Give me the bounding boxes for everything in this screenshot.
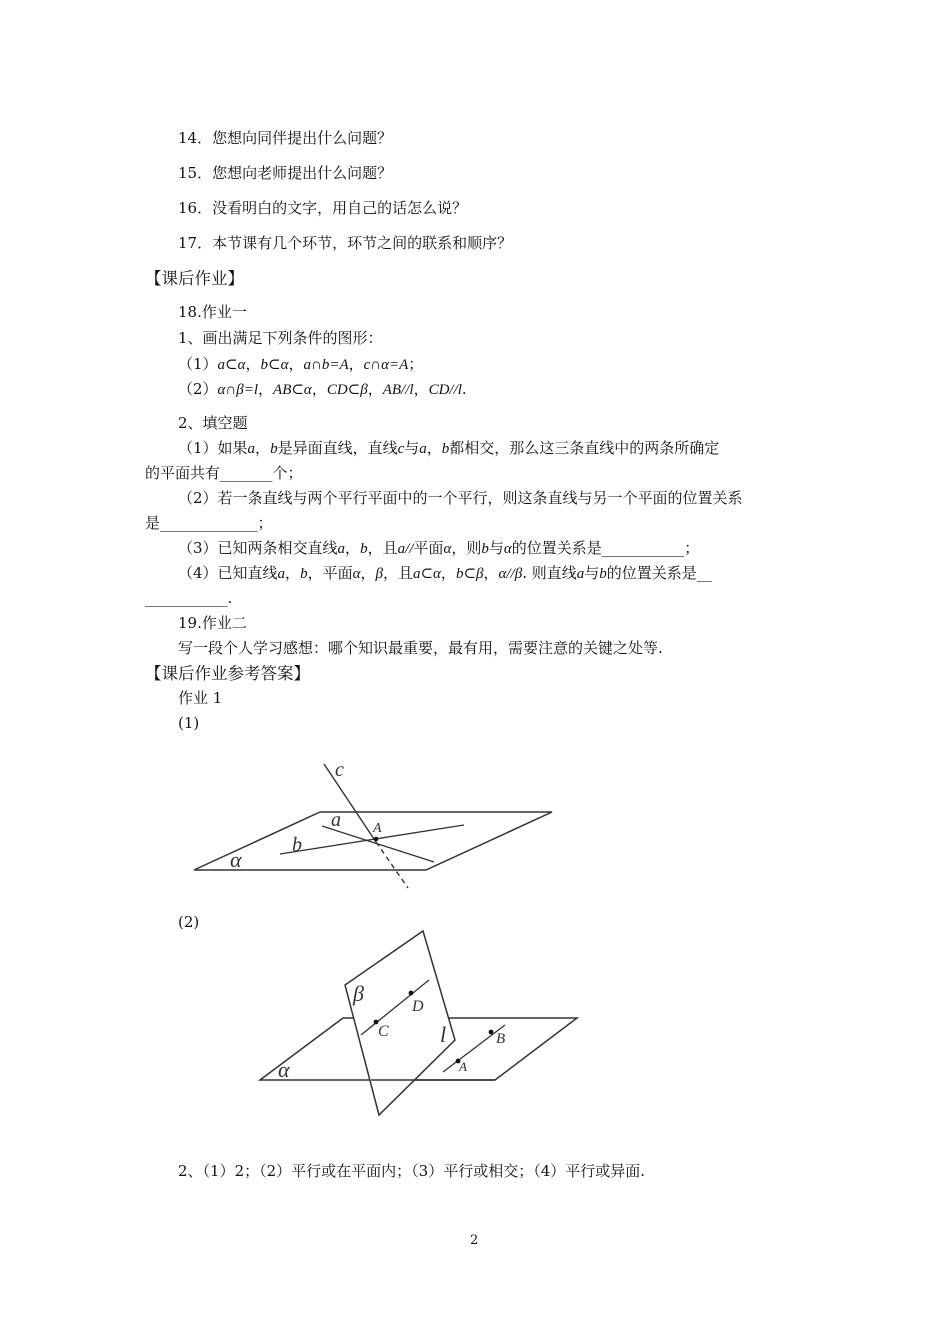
problem-2-item-1-line-2: 的平面共有_______个； <box>145 464 303 482</box>
problem-2-title: 2、填空题 <box>178 414 248 432</box>
figure-2-diagram <box>255 925 585 1120</box>
problem-2-item-4: （4）已知直线a，b，平面α，β，且a⊂α，b⊂β，α//β. 则直线a与b的位置关系是__ <box>178 564 712 582</box>
problem-2-item-2: （2）若一条直线与两个平行平面中的一个平行，则这条直线与另一个平面的位置关系 <box>178 489 743 507</box>
answers-hw1-label: 作业 1 <box>178 689 223 707</box>
label-B: B <box>496 1031 506 1047</box>
homework-heading: 【课后作业】 <box>145 269 244 288</box>
problem-1-title: 1、画出满足下列条件的图形： <box>178 329 383 347</box>
label-D: D <box>412 998 424 1015</box>
question-15: 15．您想向老师提出什么问题？ <box>178 164 393 182</box>
problem-1-item-1: （1）a⊂α，b⊂α，a∩b=A，c∩α=A； <box>178 355 424 373</box>
label-beta: β <box>353 981 364 1006</box>
line-b <box>280 825 464 854</box>
question-16: 16．没看明白的文字，用自己的话怎么说？ <box>178 199 468 217</box>
figure-1-label: (1) <box>178 714 200 732</box>
figure-1-diagram <box>180 750 570 895</box>
point-D <box>409 991 414 996</box>
answers-heading: 【课后作业参考答案】 <box>145 664 310 683</box>
label-a: a <box>331 809 341 831</box>
label-A: A <box>459 1059 467 1074</box>
homework-1-title: 18.作业一 <box>178 303 247 321</box>
label-alpha: α <box>230 847 242 872</box>
label-C: C <box>378 1023 389 1040</box>
homework-2-title: 19.作业二 <box>178 614 247 632</box>
label-b: b <box>292 834 302 856</box>
question-14: 14．您想向同伴提出什么问题？ <box>178 129 393 147</box>
page-number: 2 <box>470 1233 479 1248</box>
problem-2-item-3: （3）已知两条相交直线a，b，且a//平面α，则b与α的位置关系是___________； <box>178 539 700 557</box>
answers-part-2: 2、（1）2；（2）平行或在平面内；（3）平行或相交；（4）平行或异面. <box>178 1162 646 1180</box>
label-c: c <box>335 759 344 781</box>
label-A: A <box>373 821 382 836</box>
problem-2-item-1: （1）如果a，b是异面直线，直线c与a，b都相交，那么这三条直线中的两条所确定 <box>178 439 720 457</box>
figure-2-label: (2) <box>178 913 200 931</box>
point-B <box>489 1030 494 1035</box>
problem-1-item-2: （2）α∩β=l，AB⊂α，CD⊂β，AB//l，CD//l. <box>178 380 467 398</box>
label-alpha: α <box>278 1057 290 1082</box>
label-l: l <box>440 1022 447 1047</box>
problem-2-item-2-line-2: 是_____________； <box>145 514 273 532</box>
homework-2-text: 写一段个人学习感想：哪个知识最重要，最有用，需要注意的关键之处等. <box>178 639 663 657</box>
point-A <box>374 837 379 842</box>
plane-beta <box>345 931 455 1115</box>
question-17: 17．本节课有几个环节，环节之间的联系和顺序？ <box>178 234 513 252</box>
problem-2-item-4-line-2: ___________. <box>145 589 233 607</box>
